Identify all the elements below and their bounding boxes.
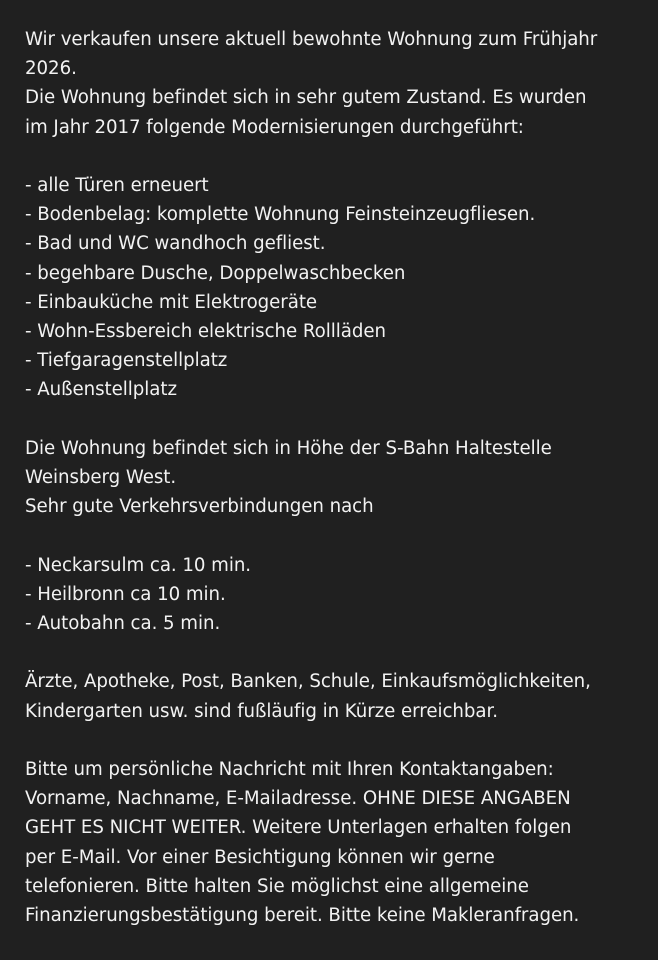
paragraph-spacer: [25, 726, 634, 755]
text-line: Die Wohnung befindet sich in Höhe der S-Bahn Haltestelle: [25, 437, 552, 459]
text-line: Finanzierungsbestätigung bereit. Bitte keine Makleranfragen.: [25, 905, 580, 927]
text-line: Kindergarten usw. sind fußläufig in Kürze erreichbar.: [25, 700, 498, 722]
list-item: - Einbauküche mit Elektrogeräte: [25, 291, 318, 313]
list-item: - Wohn-Essbereich elektrische Rollläden: [25, 321, 386, 343]
text-line: Bitte um persönliche Nachricht mit Ihren Kontaktangaben:: [25, 759, 554, 780]
list-item: - begehbare Dusche, Doppelwaschbecken: [25, 262, 406, 284]
contact-paragraph: [25, 755, 634, 930]
text-line: Ärzte, Apotheke, Post, Banken, Schule, Einkaufsmöglichkeiten,: [25, 671, 591, 693]
text-line: GEHT ES NICHT WEITER. Weitere Unterlagen erhalten folgen: [25, 817, 572, 839]
paragraph-spacer: [25, 142, 634, 171]
modernizations-list: [25, 171, 634, 405]
list-item: - Tiefgaragenstellplatz: [25, 350, 228, 372]
text-line: Vorname, Nachname, E-Mailadresse. OHNE DIESE ANGABEN: [25, 788, 571, 810]
amenities-paragraph: [25, 667, 634, 725]
paragraph-spacer: [25, 405, 634, 434]
connections-list: [25, 551, 634, 639]
list-item: - Bad und WC wandhoch gefliest.: [25, 233, 326, 255]
list-item: - Bodenbelag: komplette Wohnung Feinsteinzeugfliesen.: [25, 204, 536, 226]
text-line: Sehr gute Verkehrsverbindungen nach: [25, 496, 374, 518]
text-line: im Jahr 2017 folgende Modernisierungen durchgeführt:: [25, 116, 524, 138]
text-line: Die Wohnung befindet sich in sehr gutem Zustand. Es wurden: [25, 87, 587, 109]
list-item: - Neckarsulm ca. 10 min.: [25, 554, 252, 576]
paragraph-spacer: [25, 521, 634, 550]
location-paragraph: [25, 434, 634, 522]
text-line: telefonieren. Bitte halten Sie möglichst eine allgemeine: [25, 875, 529, 897]
text-line: 2026.: [25, 58, 77, 80]
text-line: Wir verkaufen unsere aktuell bewohnte Wohnung zum Frühjahr: [25, 29, 598, 50]
list-item: - Heilbronn ca 10 min.: [25, 583, 226, 605]
intro-paragraph: [25, 25, 634, 142]
text-line: per E-Mail. Vor einer Besichtigung können wir gerne: [25, 846, 495, 868]
list-item: - Autobahn ca. 5 min.: [25, 613, 221, 635]
list-item: - Außenstellplatz: [25, 379, 177, 401]
list-item: - alle Türen erneuert: [25, 175, 209, 196]
text-line: Weinsberg West.: [25, 467, 177, 489]
paragraph-spacer: [25, 638, 634, 667]
